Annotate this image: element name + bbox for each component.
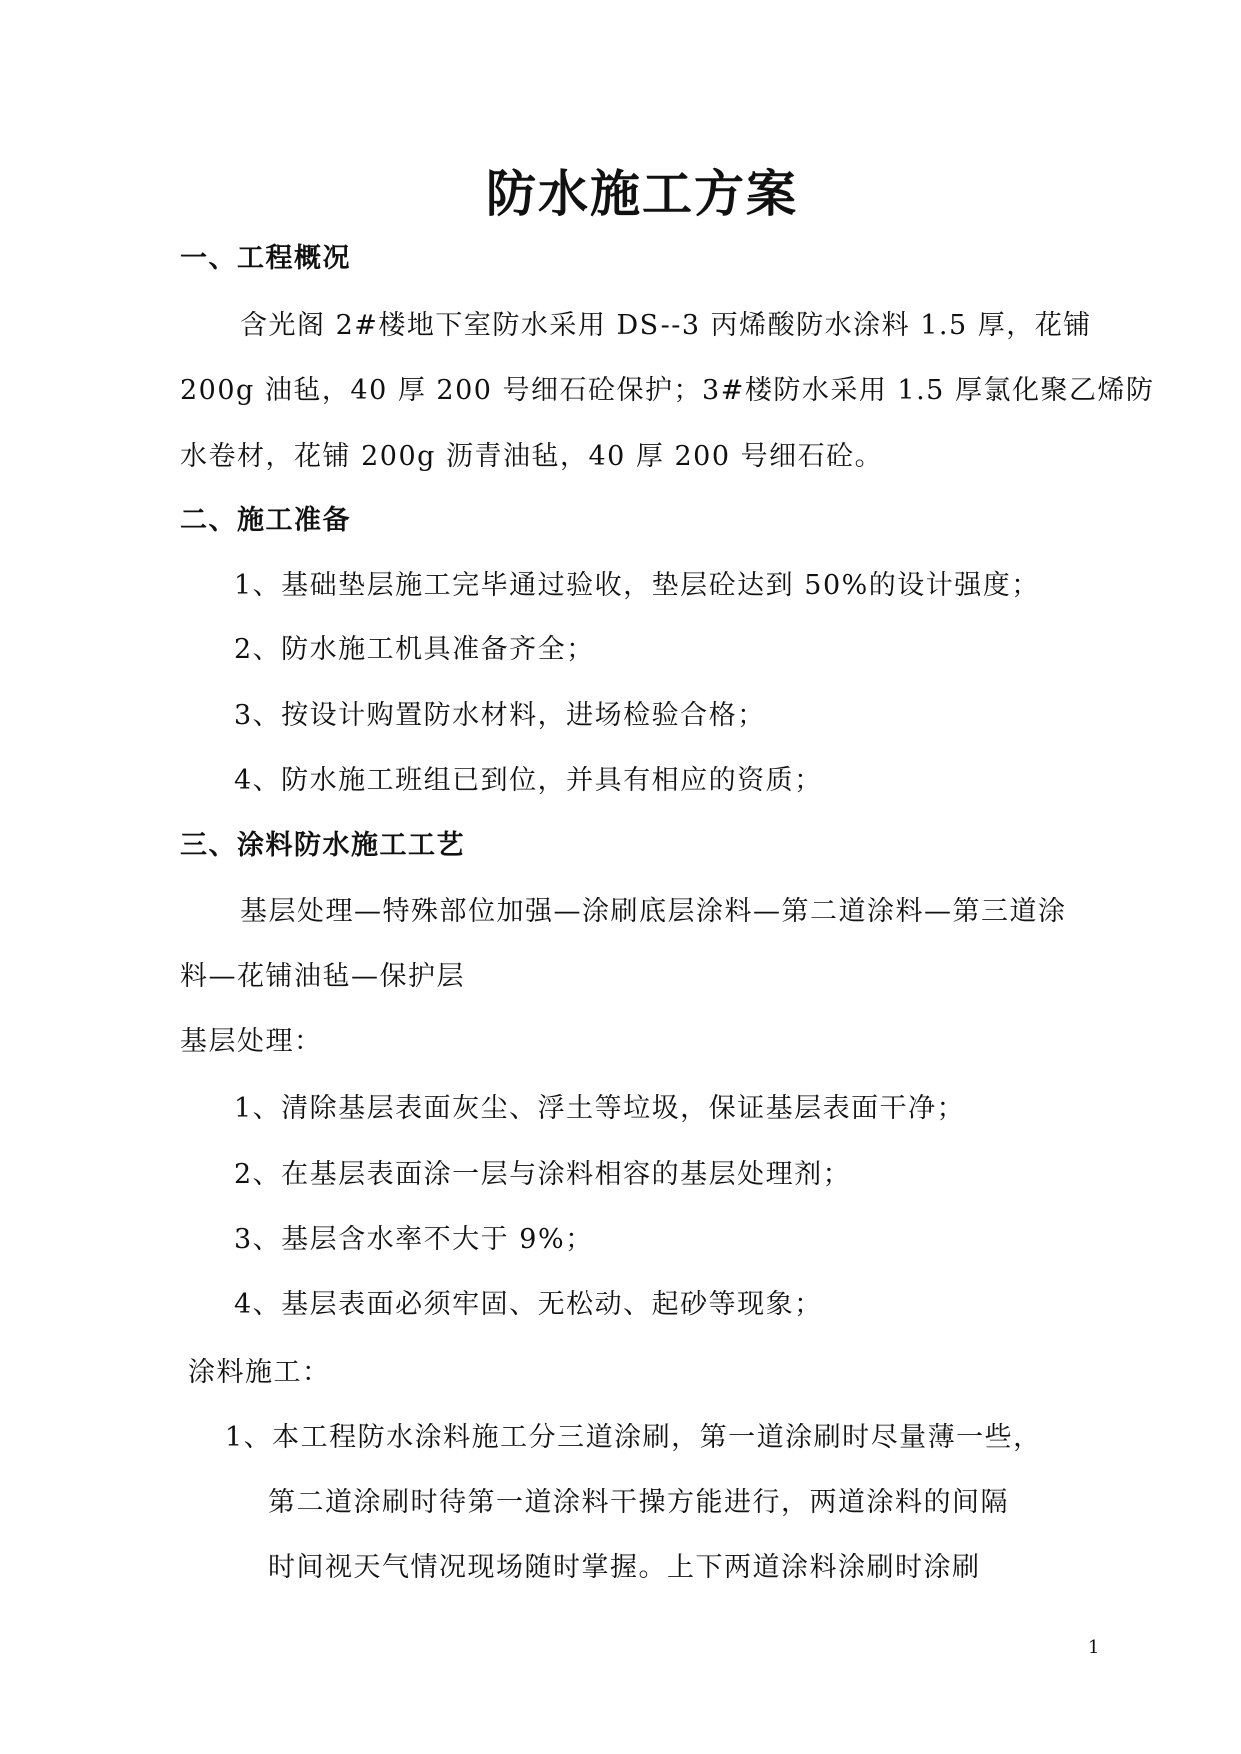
coating-item-line: 1、本工程防水涂料施工分三道涂刷，第一道涂刷时尽量薄一些， xyxy=(225,1422,1042,1453)
base-treatment-item: 2、在基层表面涂一层与涂料相容的基层处理剂； xyxy=(234,1159,852,1190)
overview-line: 200g 油毡，40 厚 200 号细石砼保护；3#楼防水采用 1.5 厚氯化聚乙烯防 xyxy=(180,375,1155,406)
preparation-item: 2、防水施工机具准备齐全； xyxy=(234,634,595,665)
process-flow-line: 料—花铺油毡—保护层 xyxy=(180,961,465,992)
coating-label: 涂料施工： xyxy=(188,1357,331,1388)
section-heading-coating-process: 三、涂料防水施工工艺 xyxy=(180,830,465,861)
coating-item-line: 第二道涂刷时待第一道涂料干操方能进行，两道涂料的间隔 xyxy=(268,1487,1009,1518)
overview-line: 水卷材，花铺 200g 沥青油毡，40 厚 200 号细石砼。 xyxy=(180,441,884,472)
preparation-item: 4、防水施工班组已到位，并具有相应的资质； xyxy=(234,765,823,796)
process-flow-line: 基层处理—特殊部位加强—涂刷底层涂料—第二道涂料—第三道涂 xyxy=(240,896,1067,927)
page-number: 1 xyxy=(1088,1637,1100,1658)
base-treatment-label: 基层处理： xyxy=(180,1026,323,1057)
preparation-item: 1、基础垫层施工完毕通过验收，垫层砼达到 50%的设计强度； xyxy=(234,570,1040,601)
section-heading-overview: 一、工程概况 xyxy=(180,243,351,274)
preparation-item: 3、按设计购置防水材料，进场检验合格； xyxy=(234,700,766,731)
section-heading-preparation: 二、施工准备 xyxy=(180,505,351,536)
base-treatment-item: 1、清除基层表面灰尘、浮土等垃圾，保证基层表面干净； xyxy=(234,1093,966,1124)
overview-line: 含光阁 2#楼地下室防水采用 DS--3 丙烯酸防水涂料 1.5 厚，花铺 xyxy=(240,310,1092,341)
page-title: 防水施工方案 xyxy=(486,164,798,223)
coating-item-line: 时间视天气情况现场随时掌握。上下两道涂料涂刷时涂刷 xyxy=(268,1552,981,1583)
base-treatment-item: 3、基层含水率不大于 9%； xyxy=(234,1224,594,1255)
base-treatment-item: 4、基层表面必须牢固、无松动、起砂等现象； xyxy=(234,1289,823,1320)
